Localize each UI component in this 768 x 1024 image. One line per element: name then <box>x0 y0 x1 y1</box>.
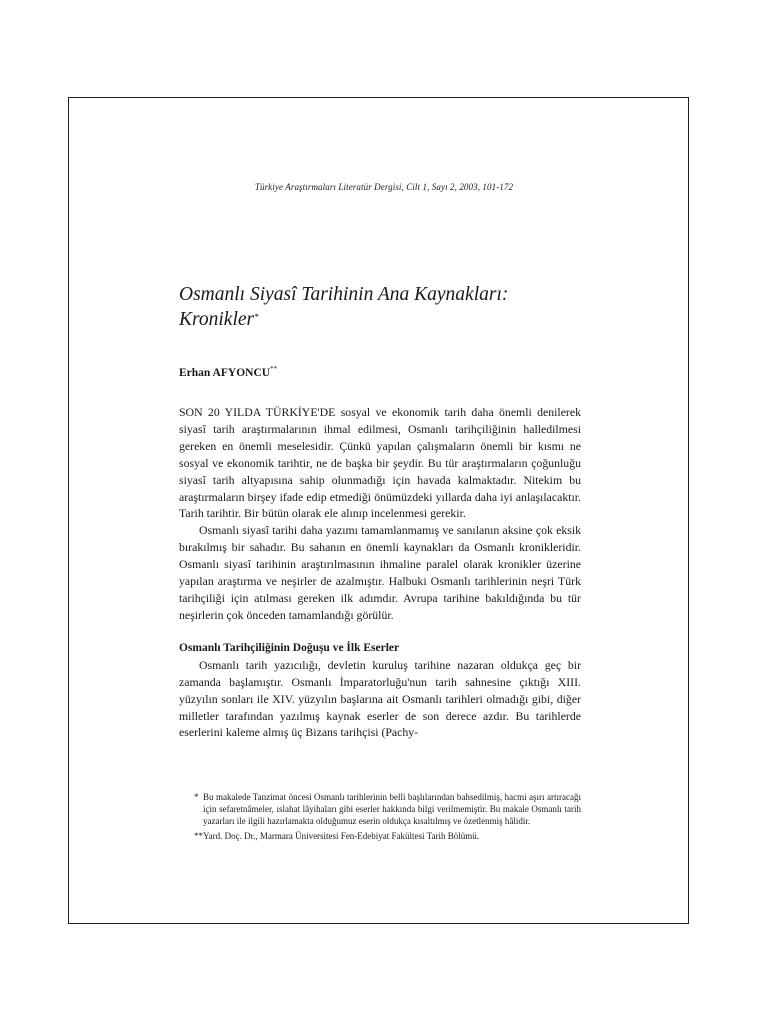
section-paragraph: Osmanlı tarih yazıcılığı, devletin kuruluş tarihine nazaran oldukça geç bir zamanda başlamıştır. Osmanlı İmparatorluğu'nun tarih sahnesine çıktığı XIII. yüzyılın sonları ile XIV. yüzyılın başlarına ait Osmanlı tarihleri olmadığı gibi, diğer milletler tarafından yazılmış kaynak eserler de son derece azdır. Bu tarihlerde eserlerini kaleme almış üç Bizans tarihçisi (Pachy- <box>179 657 581 740</box>
author-footnote-mark: ** <box>270 365 278 373</box>
footnote-2-text: Yard. Doç. Dr., Marmara Üniversitesi Fen-Edebiyat Fakültesi Tarih Bölümü. <box>203 831 479 841</box>
footnote-2-mark: ** <box>194 831 203 841</box>
article-title <box>179 282 581 332</box>
footnote-1-mark: * <box>194 792 199 802</box>
paragraph-2: Osmanlı siyasî tarihi daha yazımı tamamlanmamış ve sanılanın aksine çok eksik bırakılmış bir sahadır. Bu sahanın en önemli kaynakları da Osmanlı kronikleridir. Osmanlı siyasî tarihinin araştırılmasının ihmaline paralel olarak kronikler üzerine yapılan araştırma ve neşirler de azalmıştır. Halbuki Osmanlı tarihlerinin neşri Türk tarihçiliği için atılması gereken ilk adımdır. Avrupa tarihine bakıldığında bu tür neşirlerin çok önceden tamamlandığı görülür. <box>179 523 581 622</box>
author-byline <box>179 367 581 379</box>
footnote-1 <box>179 791 581 827</box>
paragraph-1: SON 20 YILDA TÜRKİYE'DE sosyal ve ekonomik tarih daha önemli denilerek siyasî tarih araştırmalarının ihmal edilmesi, Osmanlı tarihçiliğinin halledilmesi gereken en önemli meselesidir. Çünkü yapılan çalışmaların önemli bir kısmı ne sosyal ve ekonomik tarihtir, ne de başka bir şeydir. Bu tür araştırmaların çoğunluğu siyasî tarih altyapısına sahip olunmadığı için havada kalmaktadır. Nitekim bu araştırmaların birşey ifade edip etmediği önümüzdeki yıllarda daha iyi anlaşılacaktır. Tarih tarihtir. Bir bütün olarak ele alınıp incelenmesi gerekir. <box>179 405 581 521</box>
journal-header: Türkiye Araştırmaları Literatür Dergisi, Cilt 1, Sayı 2, 2003, 101-172 <box>254 182 514 192</box>
title-line-1: Osmanlı Siyasî Tarihinin Ana Kaynakları: <box>179 284 509 305</box>
title-line-2: Kronikler <box>179 309 255 330</box>
article-body <box>179 404 581 741</box>
title-footnote-mark: * <box>254 312 259 322</box>
footnotes <box>179 791 581 845</box>
footnote-1-text: Bu makalede Tanzimat öncesi Osmanlı tarihlerinin belli başlılarından bahsedilmiş, hacmi aşırı artıracağı için sefaretnâmeler, ıslahat lâyihaları gibi eserler hakkında bilgi verilmemiştir. Bu makale Osmanlı tarih yazarları ile ilgili hazırlamakta olduğumuz eserin oldukça kısaltılmış ve özetlenmiş hâlidir. <box>203 792 581 826</box>
section-heading: Osmanlı Tarihçiliğinin Doğuşu ve İlk Eserler <box>179 641 400 654</box>
footnote-2 <box>179 830 581 842</box>
author-name: Erhan AFYONCU <box>179 367 271 379</box>
